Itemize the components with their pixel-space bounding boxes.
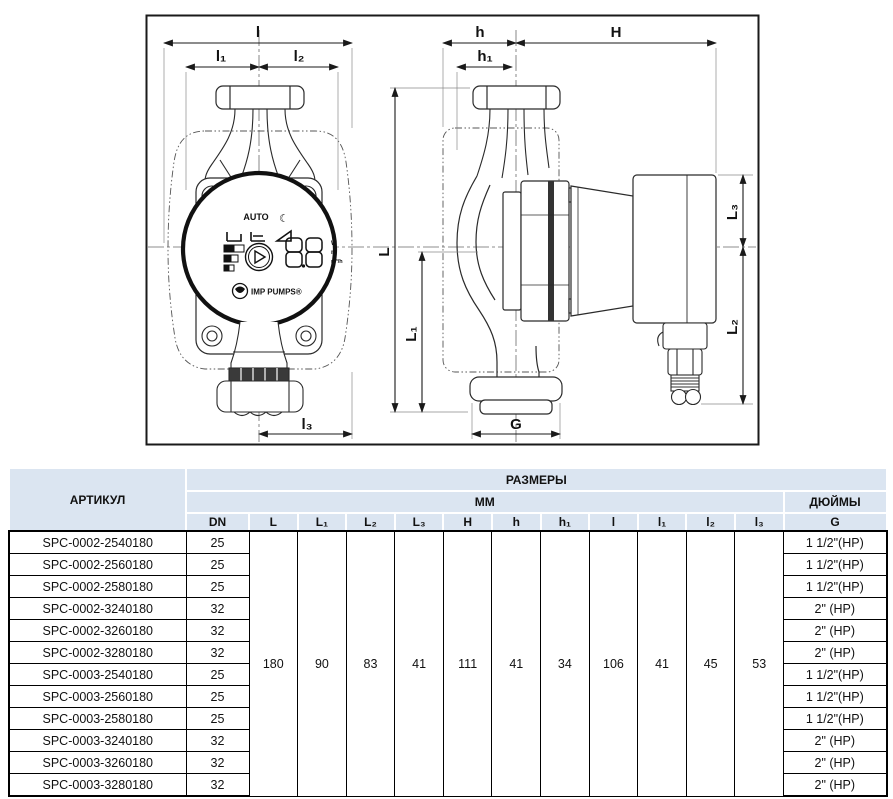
dimension-table	[8, 467, 888, 797]
g-cell: 1 1/2"(НР)	[784, 708, 887, 730]
cable-gland	[658, 323, 707, 405]
dn-cell: 32	[186, 752, 249, 774]
column-header-G: G	[784, 513, 887, 531]
dim-label-L3: L₃	[724, 203, 741, 221]
dn-cell: 32	[186, 642, 249, 664]
dim-label-G: G	[510, 416, 522, 433]
g-cell: 2" (НР)	[784, 774, 887, 797]
article-cell: SPC-0002-2560180	[9, 554, 186, 576]
merged-value-L2: 83	[346, 531, 395, 796]
article-cell: SPC-0002-2540180	[9, 531, 186, 554]
dn-cell: 25	[186, 576, 249, 598]
column-header-H: H	[443, 513, 492, 531]
unit-flow-label: m³/h	[331, 259, 343, 265]
dn-cell: 25	[186, 554, 249, 576]
dim-label-l2: l₂	[293, 48, 305, 65]
side-view	[443, 86, 716, 414]
dim-label-h1: h₁	[477, 48, 493, 65]
g-cell: 1 1/2"(НР)	[784, 664, 887, 686]
article-cell: SPC-0003-2560180	[9, 686, 186, 708]
merged-value-l1: 41	[638, 531, 687, 796]
table-row	[9, 531, 887, 554]
column-header-L1: L₁	[298, 513, 347, 531]
g-cell: 1 1/2"(НР)	[784, 686, 887, 708]
dn-cell: 32	[186, 598, 249, 620]
article-cell: SPC-0003-2540180	[9, 664, 186, 686]
article-cell: SPC-0002-3280180	[9, 642, 186, 664]
g-cell: 1 1/2"(НР)	[784, 531, 887, 554]
column-header-L: L	[249, 513, 298, 531]
dim-label-l: l	[255, 24, 261, 41]
control-face-circle	[183, 173, 335, 325]
dn-cell: 25	[186, 664, 249, 686]
g-cell: 2" (НР)	[784, 730, 887, 752]
side-top-union-nut	[473, 86, 560, 109]
auto-mode-label: AUTO	[243, 212, 269, 222]
dim-label-l1: l₁	[215, 48, 227, 65]
side-bottom-flange	[470, 377, 562, 414]
merged-value-h1: 34	[541, 531, 590, 796]
g-cell: 1 1/2"(НР)	[784, 554, 887, 576]
dim-label-L: L	[376, 247, 393, 257]
dim-label-l3: l₃	[301, 416, 313, 433]
column-header-dn: DN	[186, 513, 249, 531]
dn-cell: 32	[186, 730, 249, 752]
column-header-article: АРТИКУЛ	[9, 468, 186, 531]
g-cell: 2" (НР)	[784, 752, 887, 774]
merged-value-l2: 45	[686, 531, 735, 796]
top-union-nut	[216, 86, 304, 109]
article-cell: SPC-0002-2580180	[9, 576, 186, 598]
front-view	[168, 86, 352, 416]
merged-value-h: 41	[492, 531, 541, 796]
column-header-l3: l₃	[735, 513, 784, 531]
column-header-L2: L₂	[346, 513, 395, 531]
article-cell: SPC-0002-3260180	[9, 620, 186, 642]
g-cell: 2" (НР)	[784, 620, 887, 642]
side-neck	[477, 109, 549, 178]
g-cell: 2" (НР)	[784, 598, 887, 620]
g-cell: 2" (НР)	[784, 642, 887, 664]
column-header-l2: l₂	[686, 513, 735, 531]
g-cell: 1 1/2"(НР)	[784, 576, 887, 598]
unit-meters-label: m	[331, 250, 337, 256]
merged-value-H: 111	[443, 531, 492, 796]
unit-watts-label: W	[331, 241, 337, 247]
column-header-h1: h₁	[541, 513, 590, 531]
motor-body	[633, 175, 716, 323]
merged-value-L1: 90	[298, 531, 347, 796]
article-cell: SPC-0003-3280180	[9, 774, 186, 797]
merged-value-L3: 41	[395, 531, 444, 796]
column-header-L3: L₃	[395, 513, 444, 531]
night-mode-moon-icon: ☾	[279, 213, 289, 225]
column-header-l: l	[589, 513, 638, 531]
dim-label-L2: L₂	[724, 319, 741, 335]
column-header-sizes: РАЗМЕРЫ	[186, 468, 887, 491]
dn-cell: 32	[186, 774, 249, 797]
brand-name: IMP PUMPS®	[251, 287, 302, 297]
dim-label-L1: L₁	[403, 326, 420, 342]
header-row-sizes	[9, 468, 887, 491]
dim-label-H: H	[610, 24, 622, 41]
dn-cell: 25	[186, 708, 249, 730]
article-cell: SPC-0003-2580180	[9, 708, 186, 730]
column-header-l1: l₁	[638, 513, 687, 531]
article-cell: SPC-0003-3260180	[9, 752, 186, 774]
column-header-h: h	[492, 513, 541, 531]
dn-cell: 25	[186, 531, 249, 554]
merged-value-l: 106	[589, 531, 638, 796]
merged-value-l3: 53	[735, 531, 784, 796]
dn-cell: 25	[186, 686, 249, 708]
article-cell: SPC-0003-3240180	[9, 730, 186, 752]
dim-label-h: h	[475, 24, 485, 41]
merged-value-L: 180	[249, 531, 298, 796]
column-header-mm: ММ	[186, 491, 784, 513]
pump-head-stack	[503, 181, 633, 321]
article-cell: SPC-0002-3240180	[9, 598, 186, 620]
column-header-inches: ДЮЙМЫ	[784, 491, 887, 513]
dn-cell: 32	[186, 620, 249, 642]
